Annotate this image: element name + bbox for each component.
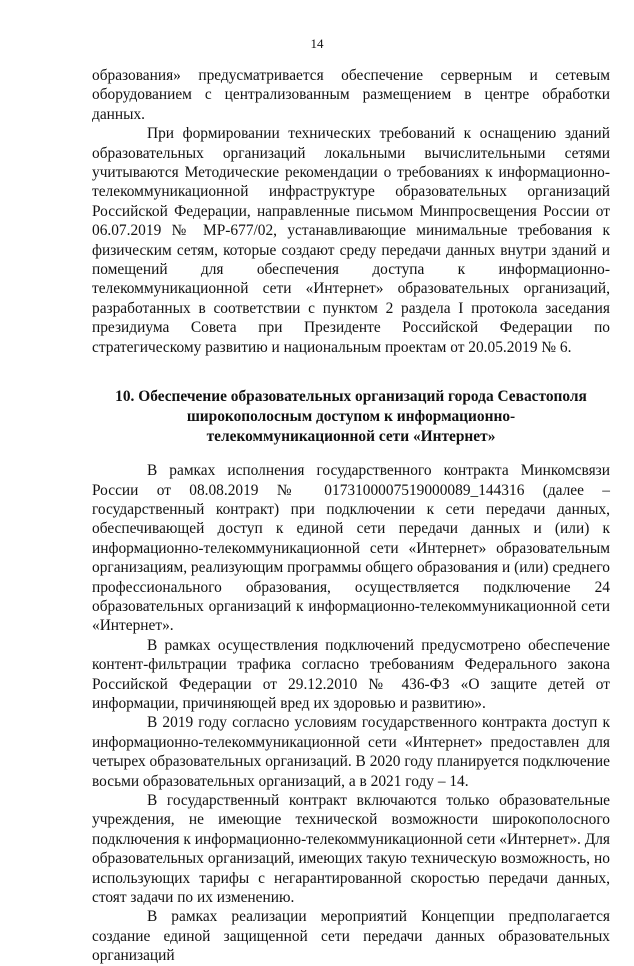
section-heading — [92, 387, 610, 447]
paragraph-3: В рамках исполнения государственного контракта Минкомсвязи России от 08.08.2019 № 0173100007519000089_144316 (далее – государственный контракт) при подключении к сети передачи данных, обеспечивающей доступ к единой сети передачи данных и (или) к информационно-телекоммуникационной сети «Интернет» образовательным организациям, реализующим программы общего образования и (или) среднего профессионального образования, осуществляется подключение 24 образовательных организаций к информационно-телекоммуникационной сети «Интернет». — [92, 462, 610, 635]
document-body — [92, 66, 610, 966]
paragraph-6: В государственный контракт включаются только образовательные учреждения, не имеющие технической возможности широкополосного подключения к информационно-телекоммуникационной сети «Интернет». Для образовательных организаций, имеющих такую техническую возможность, но использующих тарифы с негарантированной скоростью передачи данных, стоят задачи по их изменению. — [92, 792, 610, 907]
section-heading-line-2: широкополосным доступом к информационно- — [186, 408, 516, 426]
paragraph-7: В рамках реализации мероприятий Концепции предполагается создание единой защищенной сети передачи данных образовательных организаций — [92, 908, 610, 965]
page-number: 14 — [310, 36, 324, 51]
paragraph-2: При формировании технических требований к оснащению зданий образовательных организаций локальными вычислительными сетями учитываются Методические рекомендации о требованиях к информационно-телекоммуникационной инфраструктуре образовательных организаций Российской Федерации, направленные письмом Минпросвещения России от 06.07.2019 № МР-677/02, устанавливающие минимальные требования к физическим сетям, которые создают среду передачи данных внутри зданий и помещений для обеспечения доступа к информационно-телекоммуникационной сети «Интернет» образовательных организаций, разработанных в соответствии с пунктом 2 раздела I протокола заседания президиума Совета при Президенте Российской Федерации по стратегическому развитию и национальным проектам от 20.05.2019 № 6. — [92, 125, 610, 356]
section-heading-line-3: телекоммуникационной сети «Интернет» — [206, 428, 496, 446]
section-heading-line-1: 10. Обеспечение образовательных организаций города Севастополя — [115, 388, 587, 406]
paragraph-1: образования» предусматривается обеспечение серверным и сетевым оборудованием с централизованным размещением в центре обработки данных. — [92, 67, 610, 123]
paragraph-4: В рамках осуществления подключений предусмотрено обеспечение контент-фильтрации трафика согласно требованиям Федерального закона Российской Федерации от 29.12.2010 № 436-ФЗ «О защите детей от информации, причиняющей вред их здоровью и развитию». — [92, 636, 610, 712]
paragraph-5: В 2019 году согласно условиям государственного контракта доступ к информационно-телекоммуникационной сети «Интернет» предоставлен для четырех образовательных организаций. В 2020 году планируется подключение восьми образовательных организаций, а в 2021 году – 14. — [92, 714, 610, 790]
